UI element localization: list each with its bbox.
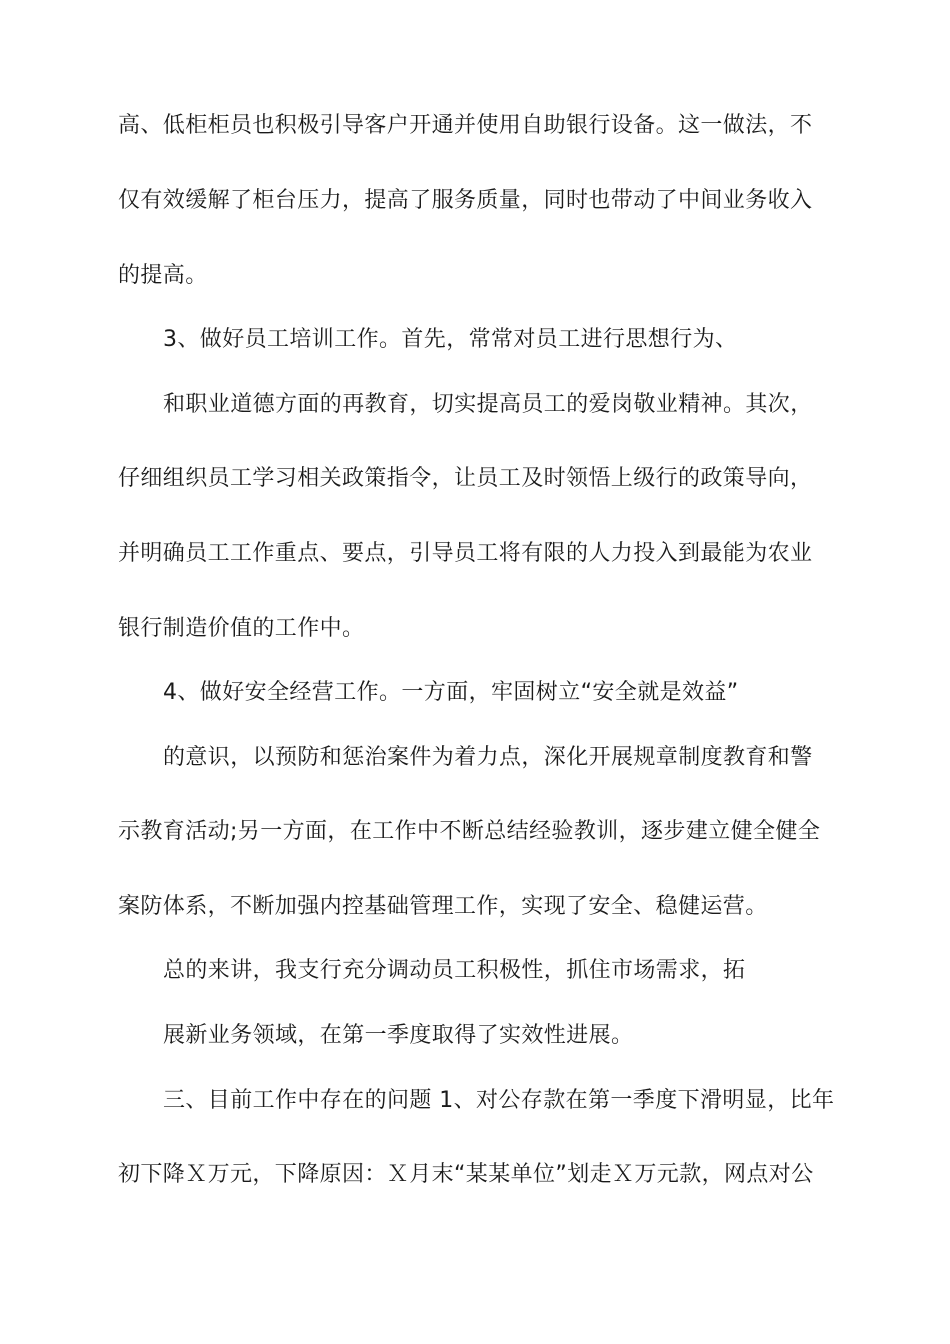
text-line: 初下降Ｘ万元，下降原因：Ｘ月末“某某单位”划走Ｘ万元款，网点对公: [118, 1162, 814, 1187]
text-line: 的提高。: [118, 263, 208, 288]
text-line: 仔细组织员工学习相关政策指令，让员工及时领悟上级行的政策导向，: [118, 466, 813, 491]
text-line: 展新业务领域，在第一季度取得了实效性进展。: [163, 1023, 634, 1048]
text-line: 银行制造价值的工作中。: [118, 616, 365, 641]
text-line: 总的来讲，我支行充分调动员工积极性，抓住市场需求，拓: [163, 958, 746, 983]
text-line: 4、做好安全经营工作。一方面，牢固树立“安全就是效益”: [163, 680, 739, 705]
text-line: 示教育活动;另一方面，在工作中不断总结经验教训，逐步建立健全健全: [118, 819, 821, 844]
text-line: 案防体系，不断加强内控基础管理工作，实现了安全、稳健运营。: [118, 894, 768, 919]
text-line: 和职业道德方面的再教育，切实提高员工的爱岗敬业精神。其次，: [163, 392, 813, 417]
text-line: 3、做好员工培训工作。首先，常常对员工进行思想行为、: [163, 327, 738, 352]
text-line: 并明确员工工作重点、要点，引导员工将有限的人力投入到最能为农业: [118, 541, 813, 566]
text-line: 三、目前工作中存在的问题 1、对公存款在第一季度下滑明显，比年: [163, 1088, 835, 1113]
text-line: 高、低柜柜员也积极引导客户开通并使用自助银行设备。这一做法，不: [118, 113, 813, 138]
text-line: 的意识，以预防和惩治案件为着力点，深化开展规章制度教育和警: [163, 745, 813, 770]
text-line: 仅有效缓解了柜台压力，提高了服务质量，同时也带动了中间业务收入: [118, 188, 813, 213]
